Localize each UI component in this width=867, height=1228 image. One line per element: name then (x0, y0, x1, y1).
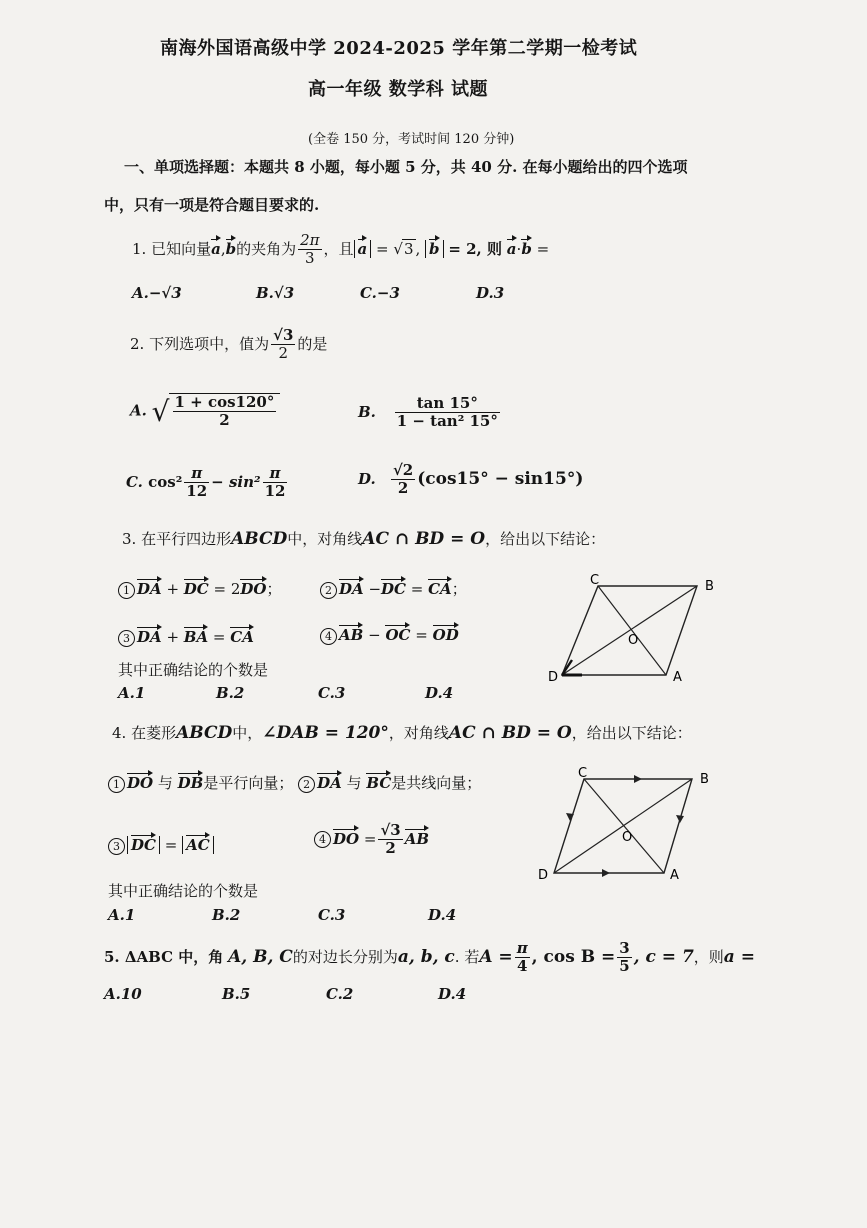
q3-option-a: A.1 (118, 684, 146, 702)
exam-info: (全卷 150 分，考试时间 120 分钟) (308, 132, 515, 147)
q2-d-expr: (cos15° − sin15°) (417, 468, 584, 489)
q5-prefix: 5. ΔABC 中，角 (104, 947, 224, 966)
q1-cond: ，且 (323, 239, 354, 258)
q2-c-pi2: π (263, 465, 288, 483)
q4-s4-b: AB (405, 826, 429, 848)
q4-s4-a: DO (333, 826, 359, 848)
q4-s2-end: 是共线向量； (391, 774, 482, 792)
q2-a-num: 1 + cos120° (174, 393, 275, 411)
q2-c-pi1: π (184, 465, 209, 483)
q1-option-d: D.3 (476, 284, 505, 302)
q3-s1-c: DO (240, 576, 266, 598)
q3-abcd: ABCD (231, 529, 288, 549)
question-2 (130, 327, 327, 363)
q4-s2-a: DA (317, 770, 342, 792)
abs-b (425, 240, 444, 258)
q2-a-radical: √ (151, 394, 170, 428)
exam-subject-title: 高一年级 数学科 试题 (308, 79, 489, 100)
q4-arrow-bc (676, 815, 684, 823)
q4-mid2: ，对角线 (388, 724, 449, 742)
q4-angle: ∠DAB = 120° (262, 723, 389, 743)
q5-cosb: , cos B = (531, 946, 616, 967)
q2-b-den: 1 − tan² 15° (396, 412, 498, 431)
q5-mid: 的对边长分别为 (292, 947, 398, 966)
abs-b-vec: b (429, 236, 440, 258)
q5-cosb-fraction (617, 940, 631, 976)
question-4 (112, 722, 692, 743)
q3-s2-eq: = (410, 580, 424, 598)
q2-c-label: C. (126, 472, 143, 491)
q4-statement-4 (314, 822, 429, 858)
q2-prefix: 2. 下列选项中，值为 (130, 334, 270, 353)
circle-2-label: 2 (320, 582, 337, 599)
abs-a-vec: a (358, 236, 368, 258)
q2-c-cos: cos² (148, 472, 183, 491)
q1-option-c: C.−3 (360, 284, 400, 302)
q3-s3-plus: + (166, 628, 180, 646)
q3-label-d: D (548, 670, 559, 685)
q5-option-b: B.5 (222, 985, 251, 1003)
q5-abc: A, B, C (228, 946, 293, 967)
q3-s1-eq: = 2 (213, 580, 241, 598)
q3-s2-c: CA (428, 576, 452, 598)
q4-prefix: 4. 在菱形 (112, 724, 177, 742)
q5-four: 4 (516, 957, 528, 976)
q1-option-b: B.√3 (256, 284, 295, 302)
q2-d-den: 2 (397, 479, 409, 498)
q2-c-den2: 12 (264, 482, 286, 501)
q1-eq2: = 2, 则 (448, 239, 503, 258)
q2-option-d (358, 462, 583, 498)
q4-s3-eq: = (164, 836, 178, 854)
q1-comma: , (220, 239, 226, 258)
q3-s2-b: DC (381, 576, 406, 598)
q2-num: √3 (273, 326, 294, 344)
section-heading-line1: 一、单项选择题：本题共 8 小题，每小题 5 分，共 40 分. 在每小题给出的四个选项 (124, 158, 688, 176)
q3-s4-minus: − (368, 626, 381, 644)
q5-a-eq: A = (479, 946, 513, 967)
q4-s4-eq: = (363, 829, 377, 848)
q5-three: 3 (619, 939, 630, 957)
q2-c-frac1 (184, 465, 209, 501)
q3-s4-eq: = (415, 626, 428, 644)
dot-a-vec: a (507, 236, 517, 258)
q3-option-c: C.3 (318, 684, 346, 702)
q5-then: ，则 (693, 947, 724, 966)
q2-option-b (358, 395, 502, 431)
q4-diagonal-bd (554, 779, 692, 873)
q4-s2-t: 与 (346, 774, 362, 792)
q3-s4-b: OC (385, 622, 410, 644)
q3-parallelogram-figure (540, 570, 730, 690)
q4-s3-a: DC (131, 832, 156, 854)
q4-mid: 中， (232, 724, 263, 742)
q3-s3-c: CA (230, 624, 254, 646)
q5-pi: π (516, 939, 528, 957)
q2-b-fraction (395, 395, 500, 431)
q3-statement-4 (320, 622, 459, 645)
q3-option-d: D.4 (425, 684, 454, 702)
q3-ask: 其中正确结论的个数是 (118, 661, 269, 679)
q5-option-c: C.2 (326, 985, 354, 1003)
q5-c-eq: , c = 7 (633, 946, 694, 967)
exam-school-title: 南海外国语高级中学 2024-2025 学年第二学期一检考试 (160, 38, 638, 59)
q4-label-d: D (538, 868, 549, 883)
q2-a-radicand (169, 393, 281, 430)
q4-label-a: A (670, 868, 679, 883)
q1-option-a: A.−√3 (132, 284, 182, 302)
q4-ask: 其中正确结论的个数是 (108, 882, 259, 900)
q1-prefix: 1. 已知向量 (132, 239, 212, 258)
q3-s4-c: OD (433, 622, 459, 644)
q4-label-c: C (578, 766, 588, 781)
q4-arrow-ab (634, 775, 642, 783)
q3-label-b: B (705, 579, 714, 594)
q4-cond: AC ∩ BD = O (448, 723, 572, 743)
vector-b: b (226, 236, 237, 258)
q1-cond2: , (415, 239, 426, 258)
q3-s2-a: DA (339, 576, 364, 598)
q5-sides: a, b, c (397, 946, 455, 967)
q1-sqrt3: 3 (403, 239, 414, 258)
q1-angle-den: 3 (305, 249, 315, 268)
q4-s4-den: 2 (385, 839, 396, 858)
q4-option-b: B.2 (212, 906, 241, 924)
q4-statement-3 (108, 832, 214, 855)
q3-s1-a: DA (137, 576, 162, 598)
q4-arrow-da (566, 813, 574, 821)
q4-abcd: ABCD (176, 723, 233, 743)
q4-option-c: C.3 (318, 906, 346, 924)
q3-statement-2 (320, 576, 467, 599)
q3-s2-minus: − (368, 580, 382, 598)
q3-suffix: ，给出以下结论： (485, 530, 606, 548)
question-3 (122, 528, 605, 549)
q2-b-num: tan 15° (395, 395, 500, 413)
q4-label-b: B (700, 772, 709, 787)
q4-s1-t: 与 (157, 774, 173, 792)
q2-option-c (126, 465, 289, 501)
circle-1-label: 1 (108, 776, 125, 793)
q1-angle-fraction (298, 232, 321, 268)
q4-label-o: O (622, 830, 633, 845)
q5-a-fraction (515, 940, 530, 976)
q3-s1-plus: + (166, 580, 180, 598)
q4-s3-abs-left (127, 836, 160, 854)
abs-a (354, 240, 372, 258)
q4-s3-b: AC (186, 832, 210, 854)
q4-option-a: A.1 (108, 906, 136, 924)
q4-s3-abs-right (182, 836, 214, 854)
q3-mid: 中，对角线 (287, 530, 363, 548)
q3-label-a: A (673, 670, 682, 685)
dot-b-vec: b (521, 236, 532, 258)
q3-diagonal-ca (598, 586, 666, 675)
circle-3-label: 3 (108, 838, 125, 855)
q4-s1-a: DO (127, 770, 153, 792)
circle-3-label: 3 (118, 630, 135, 647)
q4-s1-end: 是平行向量； (203, 774, 294, 792)
q3-label-c: C (590, 573, 600, 588)
q3-prefix: 3. 在平行四边形 (122, 530, 232, 548)
q4-arrow-dc (602, 869, 610, 877)
q2-c-frac2 (263, 465, 288, 501)
q4-suffix: ，给出以下结论： (571, 724, 692, 742)
q5-if: . 若 (454, 947, 480, 966)
q5-option-d: D.4 (438, 985, 467, 1003)
q2-suffix: 的是 (297, 334, 328, 353)
q3-statement-1 (118, 576, 282, 599)
question-1: 1. 已知向量a,b的夹角为 $\frac{2\pi}{3}$ ，且 a = √3 , b = 2, 则 a·b = (132, 231, 550, 268)
q2-d-label: D. (358, 469, 376, 488)
q5-option-a: A.10 (104, 985, 142, 1003)
vector-a: a (211, 236, 221, 258)
q2-a-fraction (173, 394, 277, 430)
q4-s4-fraction (378, 822, 402, 858)
q3-s3-eq: = (212, 628, 226, 646)
q2-d-num: √2 (392, 461, 414, 479)
q4-s1-b: DB (178, 770, 204, 792)
q4-rhombus-figure (530, 765, 730, 885)
q3-option-b: B.2 (216, 684, 245, 702)
q3-s2-end: ； (451, 580, 467, 598)
q4-s4-num: √3 (380, 821, 401, 839)
q2-den: 2 (278, 344, 289, 363)
q3-s4-a: AB (339, 622, 363, 644)
q2-c-sin: − sin² (211, 472, 261, 491)
circle-1-label: 1 (118, 582, 135, 599)
q3-s3-b: BA (184, 624, 208, 646)
q4-option-d: D.4 (428, 906, 457, 924)
q5-ask-a: a = (723, 946, 755, 967)
q3-cond: AC ∩ BD = O (362, 529, 486, 549)
circle-4-label: 4 (320, 628, 337, 645)
q2-d-fraction (391, 462, 415, 498)
circle-4-label: 4 (314, 831, 331, 848)
q1-dot: · (516, 239, 522, 258)
q4-s2-b: BC (366, 770, 391, 792)
q2-a-den: 2 (219, 411, 230, 430)
q2-option-a (130, 393, 280, 430)
q1-eq: = (536, 239, 550, 258)
q3-diagonal-bd (562, 586, 697, 675)
q1-angle-num: 2π (300, 231, 320, 249)
q2-target-fraction (271, 327, 295, 363)
q4-statements-1-2 (108, 770, 481, 793)
q3-s3-a: DA (137, 624, 162, 646)
q3-statement-3 (118, 624, 254, 647)
q1-mid: 的夹角为 (236, 239, 297, 258)
q3-s1-end: ； (266, 580, 282, 598)
q2-a-label: A. (130, 401, 147, 420)
q5-five: 5 (619, 957, 630, 976)
question-5 (104, 940, 755, 976)
q3-s1-b: DC (184, 576, 209, 598)
q2-c-den1: 12 (186, 482, 208, 501)
q3-label-o: O (628, 633, 639, 648)
section-heading-line2: 中，只有一项是符合题目要求的. (104, 196, 320, 214)
circle-2-label: 2 (298, 776, 315, 793)
q2-b-label: B. (358, 402, 376, 421)
